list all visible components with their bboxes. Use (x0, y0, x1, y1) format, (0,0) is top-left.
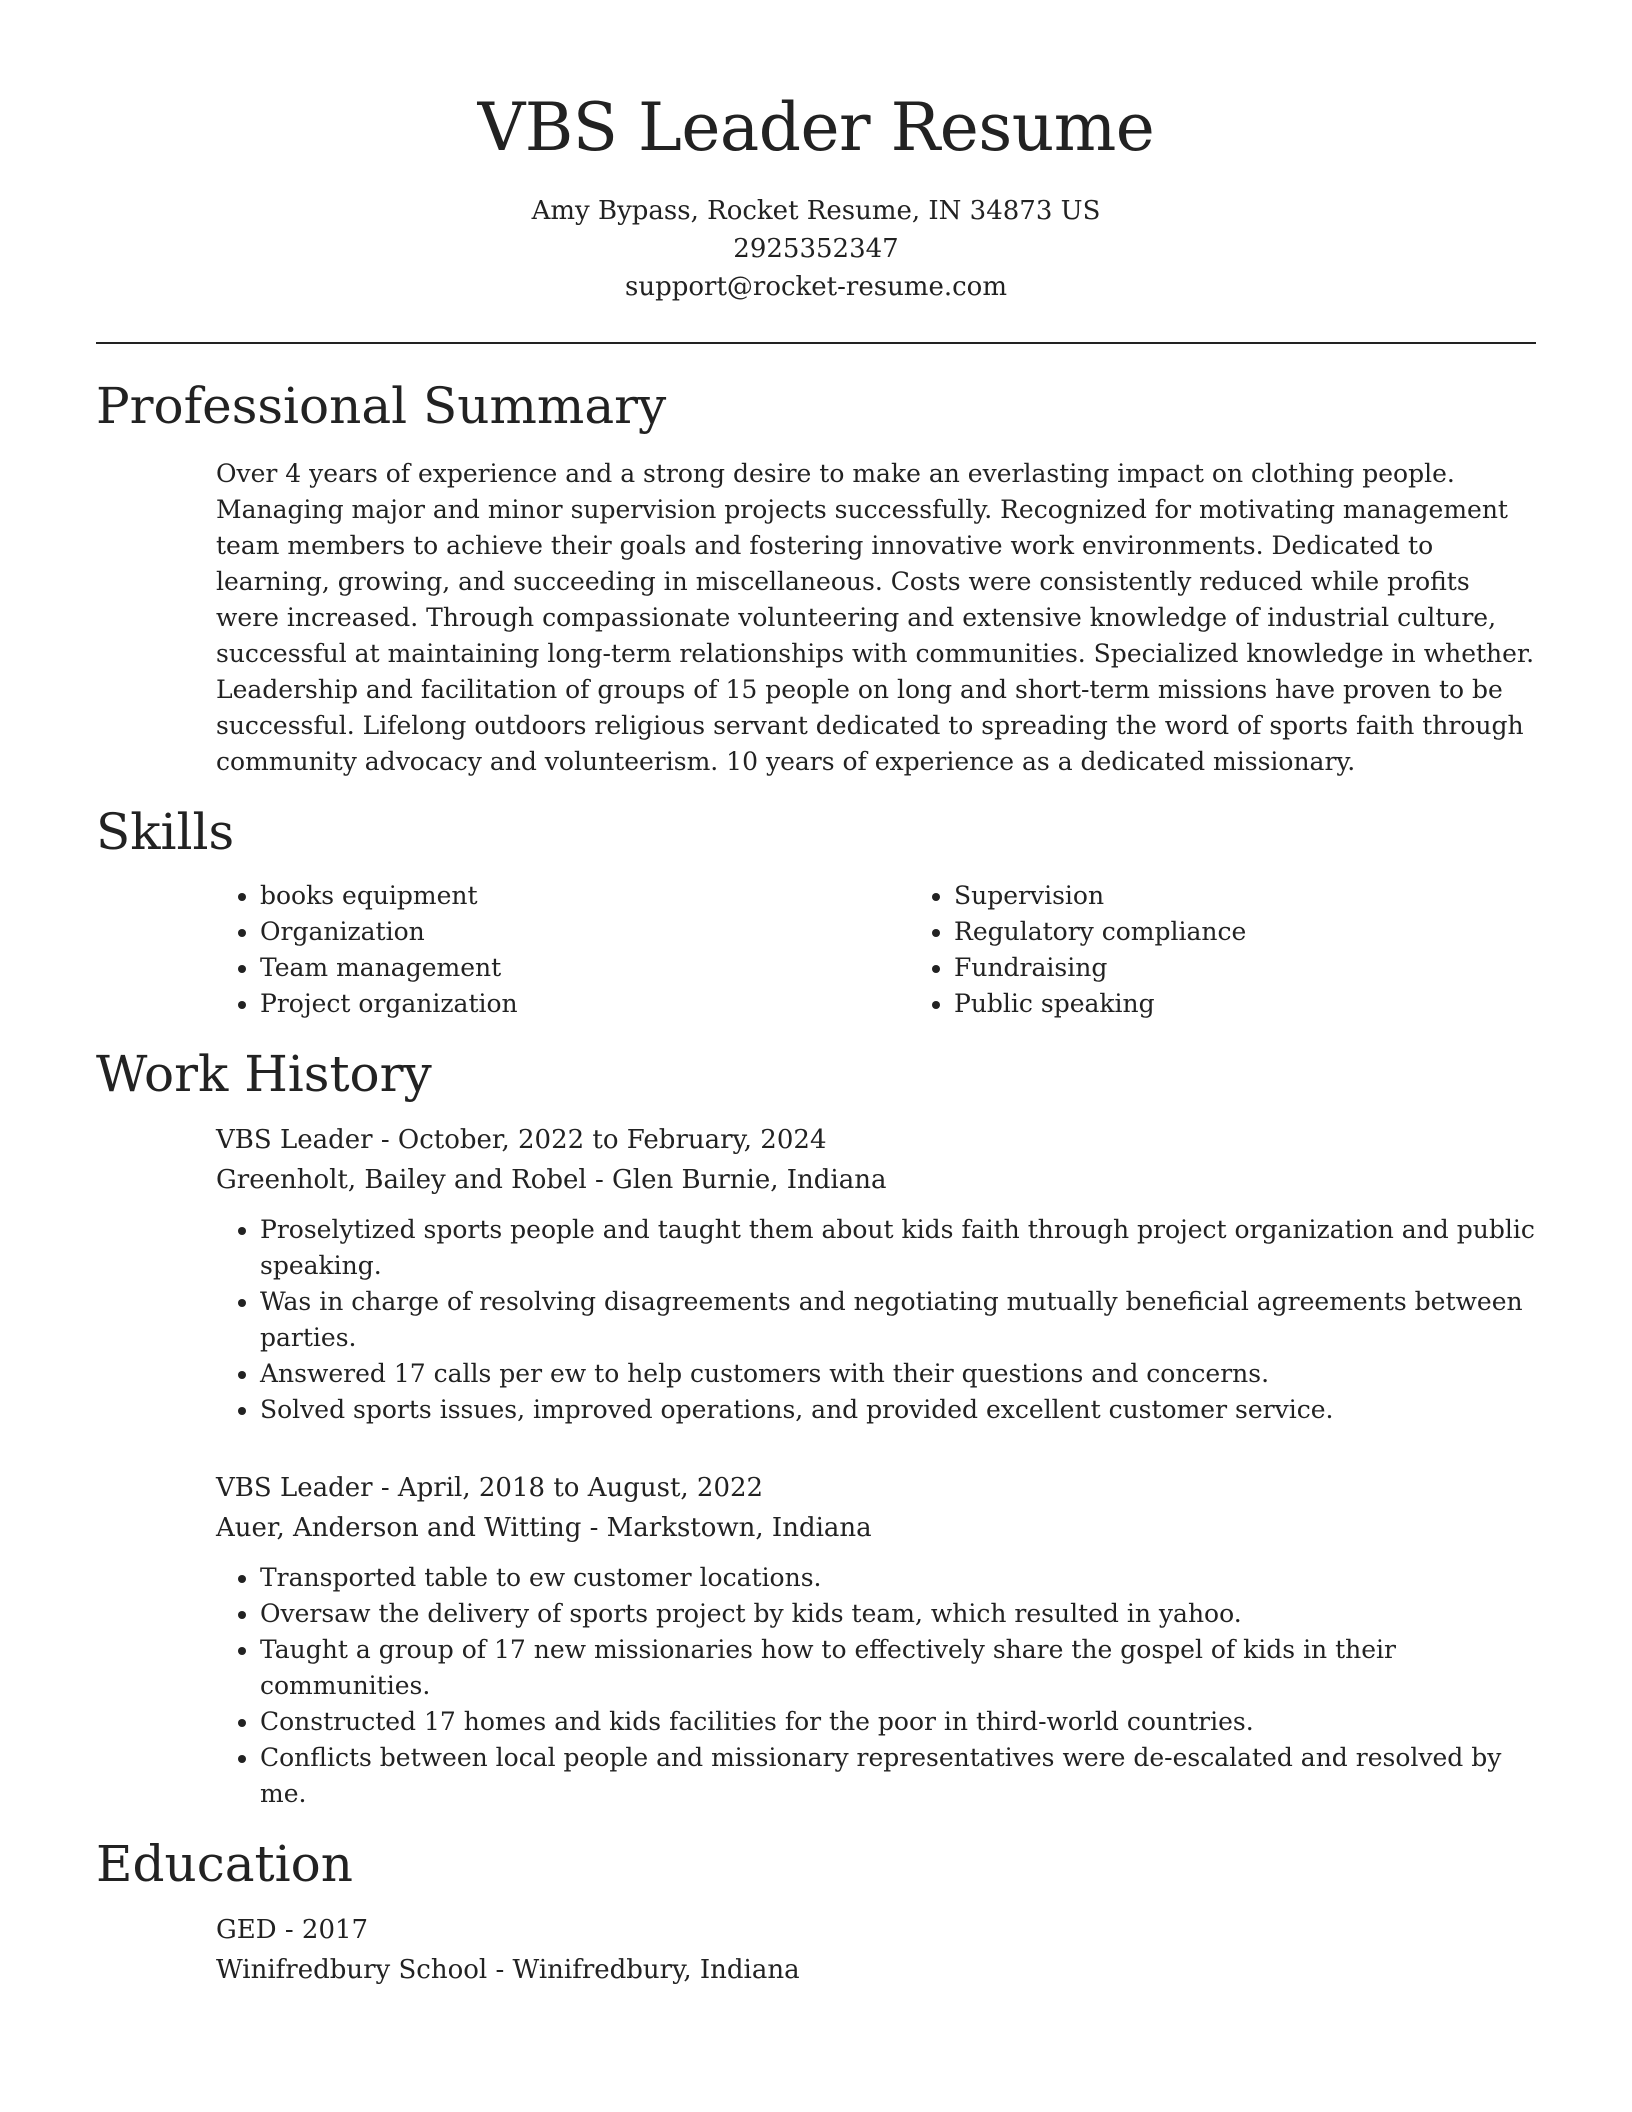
job-duty: • Oversaw the delivery of sports project by kids team, which resulted in yahoo. (260, 1596, 1536, 1632)
job-duty: • Conflicts between local people and missionary representatives were de-escalated and resolved by me. (260, 1740, 1536, 1812)
job-duty: • Solved sports issues, improved operations, and provided excellent customer service. (260, 1392, 1536, 1428)
contact-phone: 2925352347 (733, 234, 899, 264)
job-duty: • Was in charge of resolving disagreements and negotiating mutually beneficial agreements between parties. (260, 1284, 1536, 1356)
professional-summary-section (96, 374, 1536, 780)
job-duty: • Answered 17 calls per ew to help customers with their questions and concerns. (260, 1356, 1536, 1392)
job-duty: • Taught a group of 17 new missionaries how to effectively share the gospel of kids in their communities. (260, 1632, 1536, 1704)
header-divider (96, 342, 1536, 344)
education-entry (216, 1910, 1536, 1990)
skills-heading: Skills (96, 803, 235, 861)
skill-item: • Team management (260, 950, 910, 986)
skills-section (96, 800, 1536, 1022)
job-title-dates: VBS Leader - April, 2018 to August, 2022 (216, 1473, 764, 1503)
contact-email: support@rocket-resume.com (624, 272, 1007, 302)
professional-summary-text: Over 4 years of experience and a strong desire to make an everlasting impact on clothing people. Managing major and minor supervision projects successfully. Recognized for motivating management team members to achieve their goals and fostering innovative work environments. Dedicated to learning, growing, and succeeding in miscellaneous. Costs were consistently reduced while profits were increased. Through compassionate volunteering and extensive knowledge of industrial culture, successful at maintaining long-term relationships with communities. Specialized knowledge in whether. Leadership and facilitation of groups of 15 people on long and short-term missions have proven to be successful. Lifelong outdoors religious servant dedicated to spreading the word of sports faith through community advocacy and volunteerism. 10 years of experience as a dedicated missionary. (216, 459, 1535, 776)
skill-item: • Fundraising (954, 950, 1604, 986)
professional-summary-heading: Professional Summary (96, 377, 667, 435)
work-history-heading: Work History (96, 1045, 432, 1103)
resume-title: VBS Leader Resume (477, 89, 1155, 166)
skills-list (216, 878, 1536, 1022)
contact-info (96, 192, 1536, 306)
skill-item: • Regulatory compliance (954, 914, 1604, 950)
job-entry (216, 1468, 1536, 1812)
job-entry (216, 1120, 1536, 1428)
education-degree: GED - 2017 (216, 1915, 369, 1945)
work-history-section (96, 1042, 1536, 1812)
skill-item: • Project organization (260, 986, 910, 1022)
job-duty: • Proselytized sports people and taught them about kids faith through project organization and public speaking. (260, 1212, 1536, 1284)
education-section (96, 1832, 1536, 1990)
resume-header (96, 86, 1536, 306)
job-company-location: Auer, Anderson and Witting - Markstown, Indiana (216, 1513, 872, 1543)
skill-item: • books equipment (260, 878, 910, 914)
skills-column-right (910, 878, 1604, 1022)
job-duty: • Transported table to ew customer locations. (260, 1560, 1536, 1596)
education-school: Winifredbury School - Winifredbury, Indiana (216, 1955, 800, 1985)
skill-item: • Organization (260, 914, 910, 950)
job-duties-list (216, 1560, 1536, 1812)
skill-item: • Supervision (954, 878, 1604, 914)
job-title-dates: VBS Leader - October, 2022 to February, 2024 (216, 1125, 827, 1155)
skills-column-left (216, 878, 910, 1022)
contact-address: Amy Bypass, Rocket Resume, IN 34873 US (531, 196, 1101, 226)
job-duty: • Constructed 17 homes and kids facilities for the poor in third-world countries. (260, 1704, 1536, 1740)
education-heading: Education (96, 1835, 353, 1893)
job-company-location: Greenholt, Bailey and Robel - Glen Burnie, Indiana (216, 1165, 887, 1195)
job-duties-list (216, 1212, 1536, 1428)
skill-item: • Public speaking (954, 986, 1604, 1022)
